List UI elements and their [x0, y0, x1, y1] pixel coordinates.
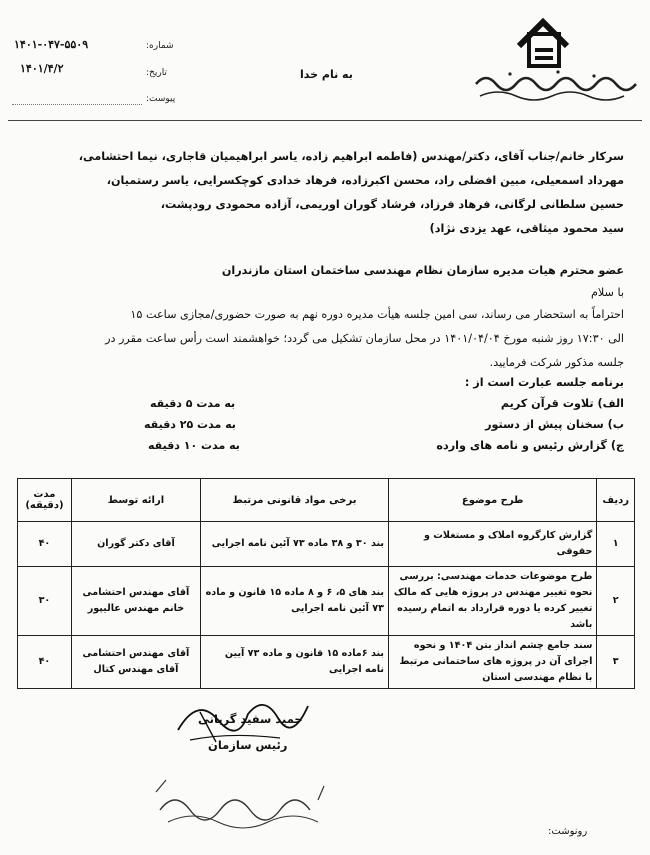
table-row [18, 636, 635, 689]
cell-topic: گزارش کارگروه املاک و مستغلات و حقوقی [389, 522, 597, 567]
cell-presenter: آقای دکتر گوران [71, 522, 200, 567]
date-label: تاریخ: [146, 68, 167, 78]
signatory-title: رئیس سازمان [208, 738, 288, 752]
cell-law: بند های ۵، ۶ و ۸ ماده ۱۵ قانون و ماده ۷۳ آئین نامه اجرایی [200, 567, 388, 636]
cell-presenter: آقای مهندس احتشامی خانم مهندس عالیپور [71, 567, 200, 636]
letter-date: ۱۴۰۱/۴/۲ [20, 62, 64, 75]
program-item-1: الف) تلاوت قرآن کریم [500, 397, 624, 410]
body-line-2: الی ۱۷:۳۰ روز شنبه مورخ ۱۴۰۱/۰۴/۰۴ در محل سازمان تشکیل می گردد؛ خواهشمند است رأس ساعت مقرر در [105, 332, 624, 345]
cell-law: بند ۶ماده ۱۵ قانون و ماده ۷۳ آیین نامه اجرایی [200, 636, 388, 689]
table-header-row [18, 479, 635, 522]
recipients-line-2: مهرداد اسمعیلی، مبین افضلی راد، محسن اکبرزاده، فرهاد خدادی کوچکسرایی، یاسر رستمیان، [106, 174, 624, 187]
agenda-table [17, 478, 635, 689]
cell-duration: ۴۰ [18, 636, 72, 689]
organization-name-logotype [470, 62, 640, 108]
attachment-label: پیوست: [146, 94, 176, 104]
basmala-heading: به نام خدا [300, 68, 353, 81]
attachment-line [12, 104, 142, 105]
cell-duration: ۳۰ [18, 567, 72, 636]
program-item-3: ج) گزارش رئیس و نامه های وارده [436, 439, 624, 452]
header-law: برخی مواد قانونی مرتبط [200, 479, 388, 522]
cell-row-number: ۲ [597, 567, 635, 636]
cell-presenter: آقای مهندس احتشامی آقای مهندس کتال [71, 636, 200, 689]
program-item-2: ب) سخنان پیش از دستور [485, 418, 624, 431]
body-line-3: جلسه مذکور شرکت فرمایید. [489, 356, 624, 369]
addressee: عضو محترم هیات مدیره سازمان نظام مهندسی ساختمان استان مازندران [221, 264, 624, 277]
cell-law: بند ۳۰ و ۳۸ ماده ۷۳ آئین نامه اجرایی [200, 522, 388, 567]
cell-row-number: ۱ [597, 522, 635, 567]
program-duration-2: به مدت ۲۵ دقیقه [144, 418, 236, 431]
recipients-line-1: سرکار خانم/جناب آقای، دکتر/مهندس (فاطمه ابراهیم زاده، یاسر ابراهیمیان قاجاری، نیما احتشامی، [78, 150, 624, 163]
header-presenter: ارائه توسط [71, 479, 200, 522]
cell-duration: ۴۰ [18, 522, 72, 567]
program-duration-1: به مدت ۵ دقیقه [150, 397, 236, 410]
cc-label: رونوشت: [548, 826, 588, 837]
header-row-number: ردیف [597, 479, 635, 522]
program-title: برنامه جلسه عبارت است از : [464, 376, 624, 389]
program-duration-3: به مدت ۱۰ دقیقه [148, 439, 240, 452]
signatory-name: حمید سفید گربانی [198, 712, 303, 726]
number-label: شماره: [146, 41, 174, 51]
table-row [18, 567, 635, 636]
cell-row-number: ۳ [597, 636, 635, 689]
body-line-1: احتراماً به استحضار می رساند، سی امین جلسه هیأت مدیره دوره نهم به صورت حضوری/مجازی ساعت ۱۵ [130, 308, 624, 321]
header-topic: طرح موضوع [389, 479, 597, 522]
cell-topic: طرح موضوعات خدمات مهندسی: بررسی نحوه تغییر مهندس در پروژه هایی که مالک تغییر کرده یا دوره قرارداد به اتمام رسیده باشد [389, 567, 597, 636]
letter-number: ۱۴۰۱-۰۴۷-۵۵۰۹ [14, 38, 89, 51]
cell-topic: سند جامع چشم انداز بتن ۱۴۰۴ و نحوه اجرای آن در پروژه های ساختمانی مرتبط با نظام مهندسی استان [389, 636, 597, 689]
header-divider [8, 120, 642, 121]
organization-stamp [150, 770, 330, 840]
greeting: با سلام [590, 286, 624, 299]
table-row [18, 522, 635, 567]
header-duration: مدت (دقیقه) [18, 479, 72, 522]
recipients-line-4: سید محمود میثاقی، عهد یزدی نژاد) [429, 222, 624, 235]
recipients-line-3: حسین سلطانی لرگانی، فرهاد فرزاد، فرشاد گوران اوریمی، آزاده محمودی رودپشت، [160, 198, 624, 211]
